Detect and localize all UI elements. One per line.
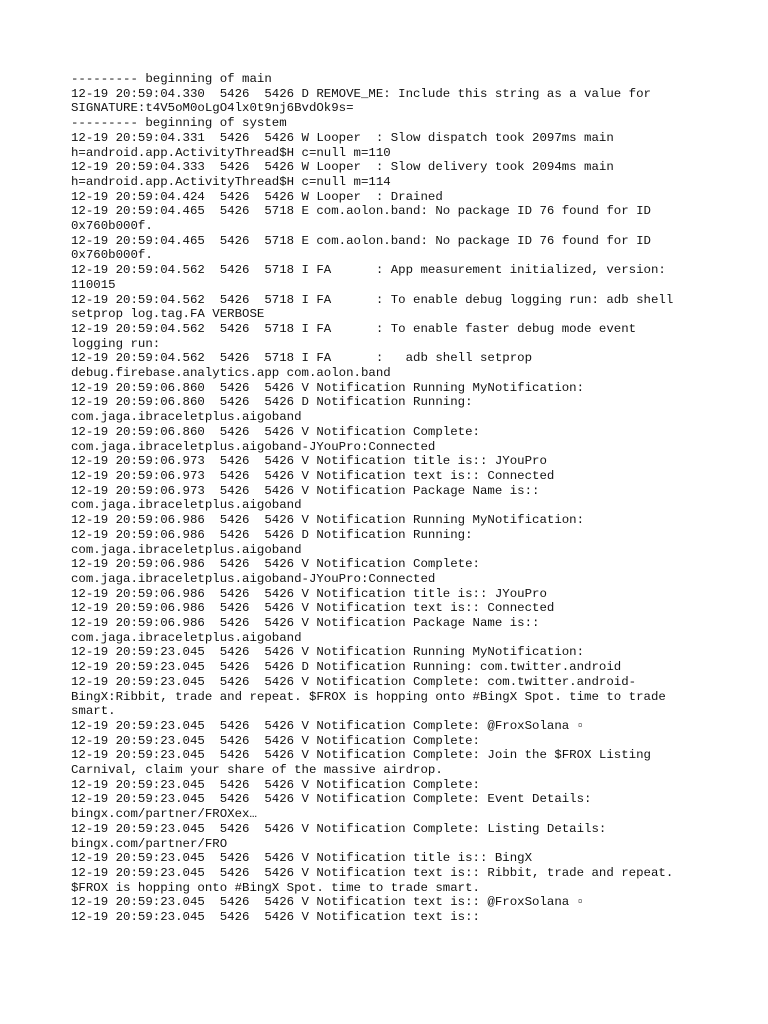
- log-line: 12-19 20:59:04.562 5426 5718 I FA : App measurement initialized, version:: [71, 263, 666, 278]
- log-line: 12-19 20:59:23.045 5426 5426 V Notification text is:: @FroxSolana ▫: [71, 895, 585, 910]
- log-line: --------- beginning of main: [71, 72, 272, 86]
- log-line: 12-19 20:59:23.045 5426 5426 V Notification text is::: [71, 910, 480, 925]
- log-line: 12-19 20:59:04.333 5426 5426 W Looper : Slow delivery took 2094ms main: [71, 160, 614, 175]
- log-line: bingx.com/partner/FROXex…: [71, 807, 257, 822]
- log-line: debug.firebase.analytics.app com.aolon.band: [71, 366, 391, 381]
- log-line: smart.: [71, 704, 116, 719]
- log-line: 12-19 20:59:06.973 5426 5426 V Notification Package Name is::: [71, 483, 540, 498]
- log-line: h=android.app.ActivityThread$H c=null m=114: [71, 174, 391, 189]
- log-line: 12-19 20:59:23.045 5426 5426 V Notification Complete: Event Details:: [71, 792, 592, 807]
- log-line: 12-19 20:59:04.562 5426 5718 I FA : To enable debug logging run: adb shell: [71, 292, 674, 307]
- log-line: 12-19 20:59:06.973 5426 5426 V Notification title is:: JYouPro: [71, 454, 547, 469]
- log-line: setprop log.tag.FA VERBOSE: [71, 307, 265, 322]
- log-line: 12-19 20:59:04.424 5426 5426 W Looper : Drained: [71, 189, 443, 204]
- log-line: 12-19 20:59:23.045 5426 5426 V Notification Running MyNotification:: [71, 645, 585, 660]
- log-line: 110015: [71, 277, 116, 292]
- log-line: 12-19 20:59:06.986 5426 5426 V Notification text is:: Connected: [71, 601, 555, 616]
- log-line: 12-19 20:59:04.562 5426 5718 I FA : adb shell setprop: [71, 351, 533, 366]
- log-line: 12-19 20:59:06.860 5426 5426 D Notification Running:: [71, 395, 473, 410]
- log-line: 12-19 20:59:23.045 5426 5426 D Notification Running: com.twitter.android: [71, 660, 622, 675]
- log-line: com.jaga.ibraceletplus.aigoband: [71, 630, 302, 645]
- log-lines: [71, 72, 711, 925]
- log-line: com.jaga.ibraceletplus.aigoband: [71, 498, 302, 513]
- log-document: [71, 72, 711, 925]
- log-line: $FROX is hopping onto #BingX Spot. time to trade smart.: [71, 880, 480, 895]
- log-line: com.jaga.ibraceletplus.aigoband-JYouPro:Connected: [71, 439, 436, 454]
- log-line: --------- beginning of system: [71, 116, 287, 131]
- log-line: 12-19 20:59:06.986 5426 5426 V Notification Complete:: [71, 557, 480, 572]
- log-line: BingX:Ribbit, trade and repeat. $FROX is hopping onto #BingX Spot. time to trade: [71, 689, 666, 704]
- log-line: 12-19 20:59:06.986 5426 5426 V Notification Running MyNotification:: [71, 513, 585, 528]
- log-line: 0x760b000f.: [71, 248, 153, 263]
- log-line: 0x760b000f.: [71, 219, 153, 234]
- log-line: com.jaga.ibraceletplus.aigoband: [71, 542, 302, 557]
- log-line: 12-19 20:59:23.045 5426 5426 V Notification Complete:: [71, 777, 480, 792]
- log-line: 12-19 20:59:23.045 5426 5426 V Notification Complete: @FroxSolana ▫: [71, 718, 585, 733]
- log-line: 12-19 20:59:04.562 5426 5718 I FA : To enable faster debug mode event: [71, 321, 637, 336]
- log-line: com.jaga.ibraceletplus.aigoband: [71, 410, 302, 425]
- log-line: 12-19 20:59:04.330 5426 5426 D REMOVE_ME: Include this string as a value for: [71, 86, 651, 101]
- log-line: logging run:: [71, 336, 161, 351]
- log-line: 12-19 20:59:06.860 5426 5426 V Notification Running MyNotification:: [71, 380, 585, 395]
- log-line: SIGNATURE:t4V5oM0oLgO4lx0t9nj6BvdOk9s=: [71, 101, 354, 116]
- log-line: 12-19 20:59:23.045 5426 5426 V Notification title is:: BingX: [71, 851, 533, 866]
- log-line: 12-19 20:59:06.986 5426 5426 D Notification Running:: [71, 527, 473, 542]
- log-line: 12-19 20:59:23.045 5426 5426 V Notification Complete: Join the $FROX Listing: [71, 748, 651, 763]
- log-line: 12-19 20:59:06.986 5426 5426 V Notification title is:: JYouPro: [71, 586, 547, 601]
- log-line: 12-19 20:59:23.045 5426 5426 V Notification text is:: Ribbit, trade and repeat.: [71, 865, 674, 880]
- log-line: 12-19 20:59:23.045 5426 5426 V Notification Complete: com.twitter.android-: [71, 674, 637, 689]
- log-line: 12-19 20:59:23.045 5426 5426 V Notification Complete:: [71, 733, 480, 748]
- log-line: 12-19 20:59:06.860 5426 5426 V Notification Complete:: [71, 424, 480, 439]
- log-line: Carnival, claim your share of the massive airdrop.: [71, 763, 443, 778]
- log-line: bingx.com/partner/FRO: [71, 836, 228, 851]
- log-line: 12-19 20:59:04.465 5426 5718 E com.aolon.band: No package ID 76 found for ID: [71, 204, 651, 219]
- log-line: 12-19 20:59:04.331 5426 5426 W Looper : Slow dispatch took 2097ms main: [71, 130, 614, 145]
- log-line: h=android.app.ActivityThread$H c=null m=110: [71, 145, 391, 160]
- log-line: 12-19 20:59:04.465 5426 5718 E com.aolon.band: No package ID 76 found for ID: [71, 233, 651, 248]
- log-line: com.jaga.ibraceletplus.aigoband-JYouPro:Connected: [71, 571, 436, 586]
- log-line: 12-19 20:59:23.045 5426 5426 V Notification Complete: Listing Details:: [71, 821, 607, 836]
- log-line: 12-19 20:59:06.973 5426 5426 V Notification text is:: Connected: [71, 468, 555, 483]
- log-line: 12-19 20:59:06.986 5426 5426 V Notification Package Name is::: [71, 616, 540, 631]
